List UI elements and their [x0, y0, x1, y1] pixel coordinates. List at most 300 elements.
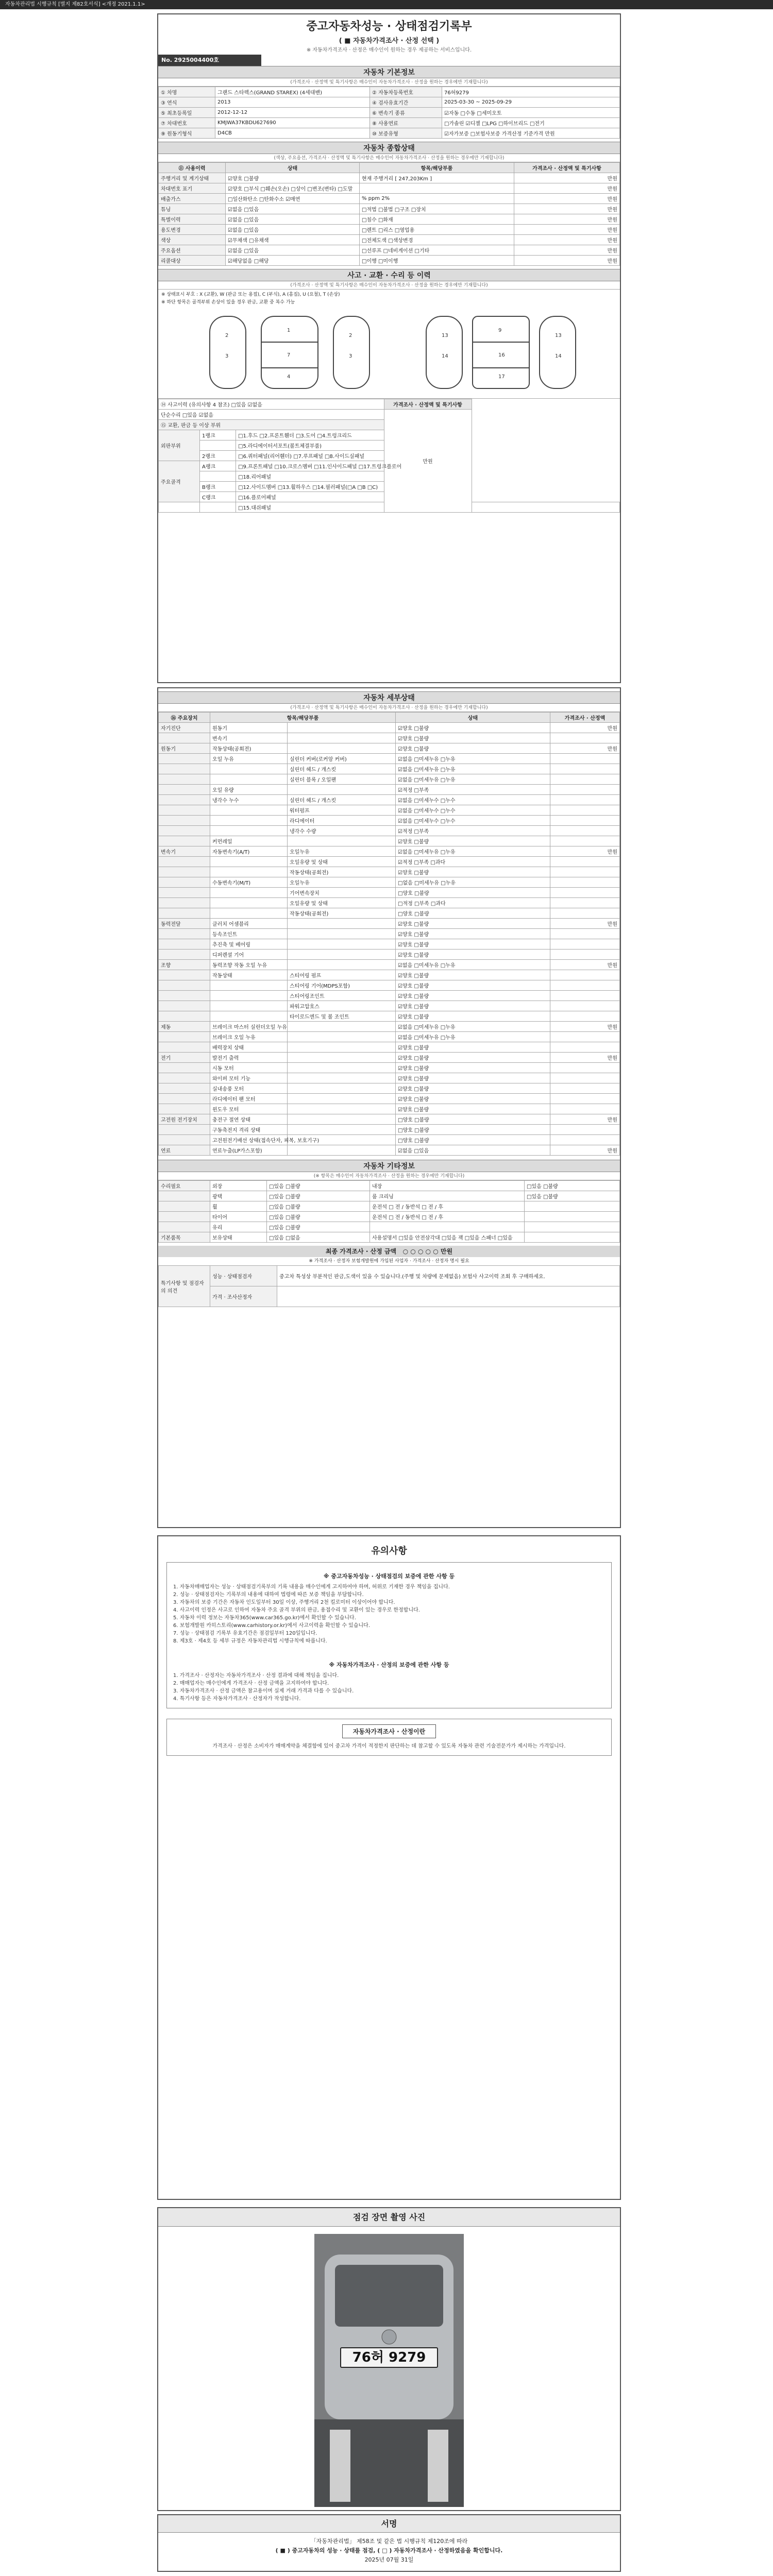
detail-status: □양호 □불량: [396, 888, 550, 898]
detail-item: 시동 모터: [210, 1063, 288, 1073]
detail-item: [210, 898, 288, 908]
detail-status: ☑양호 □불량: [396, 1001, 550, 1011]
etc-item-2: 사용설명서 □있음 안전삼각대 □있음 잭 □있음 스패너 □있음: [370, 1232, 525, 1243]
etc-item-2: 내장: [370, 1181, 525, 1191]
detail-status: ☑없음 □미세누유 □누유: [396, 846, 550, 857]
document-number: No. 2925004400호: [158, 55, 261, 66]
frame-label: 주요골격: [159, 461, 200, 502]
detail-row: [159, 723, 620, 733]
detail-item: [210, 991, 288, 1001]
detail-price: [550, 805, 620, 816]
basic-info-table: [158, 87, 620, 139]
detail-item: 클러치 어셈블리: [210, 919, 288, 929]
detail-part: 작동상태(공회전): [288, 867, 396, 877]
detail-price: [550, 939, 620, 950]
detail-device: [159, 816, 210, 826]
sheet-notice: [157, 1535, 621, 2200]
basic-value: 2012-12-12: [215, 108, 370, 118]
summary-label: 차대번호 표기: [159, 183, 226, 194]
notice-line: 4. 사고이력 인정은 사고로 인하여 자동차 주요 골격 부위의 판금, 용접수리 및 교환이 있는 경우로 한정합니다.: [173, 1607, 420, 1613]
detail-price: [550, 836, 620, 846]
detail-item: 등속조인트: [210, 929, 288, 939]
detail-device: 변속기: [159, 846, 210, 857]
etc-row: [159, 1222, 620, 1232]
basic-value: □가솔린 ☑디젤 □LPG □하이브리드 □전기: [442, 118, 620, 128]
detail-part: 워터펌프: [288, 805, 396, 816]
detail-device: [159, 929, 210, 939]
detail-device: [159, 826, 210, 836]
rankB-items: □12.사이드멤버 □13.휠하우스 □14.필러패널(□A □B □C): [236, 482, 384, 492]
detail-part: 실린더 커버(로커암 커버): [288, 754, 396, 764]
detail-device: [159, 785, 210, 795]
rankA-items-2: □18.리어패널: [236, 471, 384, 482]
detail-row: [159, 980, 620, 991]
detail-row: [159, 826, 620, 836]
detail-device: [159, 1063, 210, 1073]
final-price-value: ○ ○ ○ ○ ○ 만원: [402, 1248, 453, 1255]
final-price-note: ※ 가격조사 · 산정자 보험개발원에 가입된 사업자 · 가격조사 · 산정자 명시 필요: [309, 1259, 469, 1264]
detail-status: ☑양호 □불량: [396, 733, 550, 743]
detail-price: [550, 877, 620, 888]
summary-label: 색상: [159, 235, 226, 245]
detail-item: 디퍼렌셜 기어: [210, 950, 288, 960]
summary-col-usage: ⑪ 사용이력: [159, 163, 226, 173]
detail-note: (가격조사 · 산정액 및 특기사항은 매수인이 자동차가격조사 · 산정을 원하는 경우에만 기재합니다): [158, 704, 620, 712]
detail-device: [159, 764, 210, 774]
svg-text:7: 7: [287, 352, 291, 358]
basic-label: ③ 연식: [159, 97, 215, 108]
detail-status: ☑없음 □미세누유 □누유: [396, 1022, 550, 1032]
etc-item-2: 운전석 □ 전 / 동반석 □ 전 / 후: [370, 1212, 525, 1222]
summary-item: [360, 183, 514, 194]
svg-text:9: 9: [498, 328, 502, 333]
etc-status: □있음 □없음: [267, 1232, 370, 1243]
rank1-label: 1랭크: [200, 430, 236, 440]
detail-price: [550, 1104, 620, 1114]
notice-line: 2. 성능 · 상태점검자는 기록부의 내용에 대하여 법령에 따른 보증 책임을 부담합니다.: [173, 1592, 364, 1598]
etc-item: 보유상태: [210, 1232, 267, 1243]
svg-text:14: 14: [555, 353, 562, 359]
detail-part: 스티어링 기어(MDPS포함): [288, 980, 396, 991]
detail-device: [159, 1125, 210, 1135]
basic-row: [159, 97, 620, 108]
detail-status: □양호 □불량: [396, 1125, 550, 1135]
etc-item-2: [370, 1222, 525, 1232]
detail-part: [288, 1125, 396, 1135]
notice-line: 1. 가격조사 · 산정자는 자동차가격조사 · 산정 결과에 대해 책임을 집니다.: [173, 1673, 339, 1679]
detail-device: 원동기: [159, 743, 210, 754]
summary-label: 배출가스: [159, 194, 226, 204]
summary-item: □선루프 □네비게이션 □기타: [360, 245, 514, 256]
detail-row: [159, 1125, 620, 1135]
detail-part: 오일유량 및 상태: [288, 898, 396, 908]
basic-value: ☑자가보증 □보험사보증 가격산정 기준가격 만원: [442, 128, 620, 139]
basic-label: ⑨ 원동기형식: [159, 128, 215, 139]
detail-item: 충전구 절연 상태: [210, 1114, 288, 1125]
detail-device: [159, 898, 210, 908]
etc-item: 외장: [210, 1181, 267, 1191]
detail-row: [159, 857, 620, 867]
etc-item: 타이어: [210, 1212, 267, 1222]
etc-status-2: [525, 1222, 620, 1232]
detail-part: [288, 1042, 396, 1053]
notice-section-2: ※ 자동차가격조사 · 산정의 보증에 관한 사항 등: [329, 1662, 449, 1668]
detail-device: [159, 950, 210, 960]
summary-price: 만원: [514, 245, 620, 256]
etc-table: [158, 1180, 620, 1243]
detail-row: [159, 733, 620, 743]
detail-part: 오일누유: [288, 846, 396, 857]
detail-status: ☑없음 □미세누유 □누유: [396, 960, 550, 970]
etc-status-2: □있음 □불량: [525, 1191, 620, 1201]
detail-item: 배력장치 상태: [210, 1042, 288, 1053]
detail-price: 만원: [550, 1145, 620, 1156]
detail-price: [550, 929, 620, 939]
rankC-label: C랭크: [200, 492, 236, 502]
summary-label: 주행거리 및 계기상태: [159, 173, 226, 183]
notice-box-1: [166, 1562, 612, 1708]
detail-part: [288, 1104, 396, 1114]
detail-device: [159, 908, 210, 919]
detail-part: [288, 1073, 396, 1083]
detail-row: [159, 805, 620, 816]
detail-part: [288, 929, 396, 939]
detail-item: 실내송풍 모터: [210, 1083, 288, 1094]
etc-status-2: □있음 □불량: [525, 1181, 620, 1191]
inspector-opinion: 중고차 특성상 부분적인 판금,도색이 있을 수 있습니다.(주행 및 차량에 문제없음) 보험사 사고이력 조회 후 구매하세요.: [277, 1266, 620, 1286]
detail-price: [550, 1073, 620, 1083]
detail-part: 스티어링 펌프: [288, 970, 396, 980]
etc-status-2: [525, 1232, 620, 1243]
basic-value: 2025-03-30 ~ 2025-09-29: [442, 97, 620, 108]
detail-row: [159, 846, 620, 857]
detail-row: [159, 939, 620, 950]
document-note: ※ 자동차가격조사 · 산정은 매수인이 원하는 경우 제공하는 서비스입니다.: [306, 47, 472, 53]
detail-item: 작동상태: [210, 970, 288, 980]
detail-status: ☑양호 □불량: [396, 950, 550, 960]
detail-device: [159, 991, 210, 1001]
summary-item: 현재 주행거리 [ 247,203Km ]: [360, 173, 514, 183]
detail-item: 자동변속기(A/T): [210, 846, 288, 857]
svg-text:3: 3: [225, 353, 229, 359]
detail-device: [159, 1083, 210, 1094]
notice-line: 3. 자동차의 보증 기간은 자동차 인도일부터 30일 이상, 주행거리 2천 킬로미터 이상이어야 합니다.: [173, 1600, 395, 1605]
etc-category: 기본품목: [159, 1232, 210, 1243]
detail-status: ☑양호 □불량: [396, 929, 550, 939]
detail-item: 오일 누유: [210, 754, 288, 764]
rankB-items-2: □15.대쉬패널: [236, 502, 384, 513]
detail-row: [159, 1022, 620, 1032]
detail-device: [159, 1032, 210, 1042]
summary-label: 튜닝: [159, 204, 226, 214]
detail-item: 라디에이터 팬 모터: [210, 1094, 288, 1104]
detail-price: 만원: [550, 1114, 620, 1125]
signature-date: 2025년 07월 31일: [364, 2556, 414, 2563]
summary-price: 만원: [514, 204, 620, 214]
detail-row: [159, 785, 620, 795]
basic-label: ① 차명: [159, 87, 215, 97]
detail-item: 발전기 출력: [210, 1053, 288, 1063]
detail-part: 오일유량 및 상태: [288, 857, 396, 867]
detail-part: [288, 1032, 396, 1042]
detail-part: 실린더 헤드 / 개스킷: [288, 764, 396, 774]
detail-part: [288, 836, 396, 846]
etc-category: [159, 1201, 210, 1212]
detail-device: 전기: [159, 1053, 210, 1063]
svg-text:4: 4: [287, 374, 291, 380]
detail-device: [159, 1011, 210, 1022]
summary-status: ☑없음 □있음: [226, 225, 360, 235]
rankA-label: A랭크: [200, 461, 236, 471]
detail-status: ☑없음 □미세누유 □누유: [396, 1032, 550, 1042]
detail-price: [550, 1011, 620, 1022]
detail-status: ☑양호 □불량: [396, 1083, 550, 1094]
detail-part: 실린더 헤드 / 개스킷: [288, 795, 396, 805]
detail-device: [159, 774, 210, 785]
detail-device: [159, 1135, 210, 1145]
summary-row: [159, 194, 620, 204]
summary-status: ☑무채색 □유채색: [226, 235, 360, 245]
etc-row: [159, 1201, 620, 1212]
detail-status: ☑양호 □불량: [396, 1104, 550, 1114]
detail-price: 만원: [550, 919, 620, 929]
detail-price: [550, 1042, 620, 1053]
sheet-basic-summary: [157, 13, 621, 683]
detail-item: [210, 888, 288, 898]
detail-price: [550, 774, 620, 785]
price-definition-text: 가격조사 · 산정은 소비자가 매매계약을 체결함에 있어 중고차 가격이 적정한지 판단하는 데 참고할 수 있도록 자동차 관련 기술전문가가 제시하는 가격입니다.: [212, 1743, 566, 1749]
svg-text:2: 2: [349, 333, 352, 338]
detail-status: ☑없음 □미세누수 □누수: [396, 805, 550, 816]
detail-part: 기어변속장치: [288, 888, 396, 898]
outer-panel-label: 외판부위: [159, 430, 200, 461]
summary-price: 만원: [514, 256, 620, 266]
detail-col-device: ⑯ 주요장치: [159, 713, 210, 723]
summary-item: □렌트 □리스 □영업용: [360, 225, 514, 235]
summary-status: ☑양호 □불량: [226, 173, 360, 183]
detail-item: 브레이크 마스터 실린더오일 누유: [210, 1022, 288, 1032]
detail-price: [550, 754, 620, 764]
svg-text:13: 13: [555, 333, 562, 338]
detail-status: ☑양호 □불량: [396, 743, 550, 754]
svg-text:17: 17: [498, 374, 505, 380]
detail-row: [159, 836, 620, 846]
detail-row: [159, 1114, 620, 1125]
detail-part: 냉각수 수량: [288, 826, 396, 836]
detail-price: [550, 733, 620, 743]
detail-price: 만원: [550, 1022, 620, 1032]
basic-value: 그랜드 스타렉스(GRAND STAREX) (4세대밴): [215, 87, 370, 97]
sheet-photos: [157, 2207, 621, 2511]
summary-col-status: 상태: [226, 163, 360, 173]
summary-row: [159, 204, 620, 214]
detail-device: [159, 877, 210, 888]
detail-device: [159, 970, 210, 980]
accident-legend-2: ※ 하단 항목은 골격부위 손상이 있을 경우 판금, 교환 중 복수 가능: [161, 300, 295, 305]
summary-status: ☑없음 □있음: [226, 204, 360, 214]
rankB-label: B랭크: [200, 482, 236, 492]
detail-row: [159, 743, 620, 754]
detail-part: [288, 743, 396, 754]
basic-label: ⑦ 차대번호: [159, 118, 215, 128]
detail-price: [550, 857, 620, 867]
detail-row: [159, 1104, 620, 1114]
detail-row: [159, 1011, 620, 1022]
detail-device: [159, 1094, 210, 1104]
detail-device: [159, 1104, 210, 1114]
detail-part: [288, 960, 396, 970]
license-plate: 76허 9279: [340, 2347, 438, 2368]
basic-row: [159, 128, 620, 139]
etc-status: □있음 □불량: [267, 1191, 370, 1201]
detail-price: [550, 991, 620, 1001]
detail-price: [550, 888, 620, 898]
basic-info-note: (가격조사 · 산정액 및 특기사항은 매수인이 자동차가격조사 · 산정을 원하는 경우에만 기재합니다): [158, 78, 620, 87]
summary-status: ☑없음 □있음: [226, 214, 360, 225]
etc-status-2: [525, 1201, 620, 1212]
detail-status: ☑양호 □불량: [396, 867, 550, 877]
accident-history-row: ⑭ 사고이력 (유의사항 4 참조) □있음 ☑없음: [159, 399, 384, 410]
etc-item: 유리: [210, 1222, 267, 1232]
basic-label: ⑧ 사용연료: [370, 118, 442, 128]
detail-row: [159, 950, 620, 960]
summary-row: [159, 183, 620, 194]
detail-item: 변속기: [210, 733, 288, 743]
detail-price: [550, 826, 620, 836]
etc-row: [159, 1191, 620, 1201]
photo-section-title: 점검 장면 촬영 사진: [158, 2208, 620, 2227]
detail-row: [159, 888, 620, 898]
detail-price: 만원: [550, 960, 620, 970]
detail-item: 커먼레일: [210, 836, 288, 846]
detail-device: [159, 980, 210, 991]
notice-line: 5. 자동차 이력 정보는 자동차365(www.car365.go.kr)에서 확인할 수 있습니다.: [173, 1615, 356, 1621]
detail-row: [159, 1094, 620, 1104]
detail-row: [159, 919, 620, 929]
detail-item: [210, 1001, 288, 1011]
detail-part: [288, 733, 396, 743]
basic-label: ④ 검사유효기간: [370, 97, 442, 108]
document-title: 중고자동차성능 · 상태점검기록부: [306, 20, 472, 33]
detail-part: [288, 1022, 396, 1032]
detail-part: [288, 1053, 396, 1063]
detail-item: [210, 764, 288, 774]
basic-value: 76허9279: [442, 87, 620, 97]
summary-row: [159, 256, 620, 266]
parts-heading: ⑮ 교환, 판금 등 이상 부위: [159, 420, 384, 430]
basic-value: KMJWA37KBDU627690: [215, 118, 370, 128]
detail-item: 고전원전기배선 상태(접속단자, 피복, 보호기구): [210, 1135, 288, 1145]
rankC-items: □16.플로어패널: [236, 492, 384, 502]
detail-row: [159, 764, 620, 774]
accident-legend: ※ 상태표시 부호 : X (교환), W (판금 또는 용접), C (부식), A (흠집), U (요철), T (손상): [161, 292, 340, 297]
summary-price: 만원: [514, 214, 620, 225]
notice-line: 6. 보험개발원 카히스토리(www.carhistory.or.kr)에서 사고이력을 확인할 수 있습니다.: [173, 1623, 370, 1629]
simple-repair-row: 단순수리 □있음 ☑없음: [159, 410, 384, 420]
detail-item: 동력조향 작동 오일 누유: [210, 960, 288, 970]
detail-row: [159, 898, 620, 908]
detail-status: ☑양호 □불량: [396, 723, 550, 733]
accident-table: [158, 399, 620, 513]
detail-device: [159, 733, 210, 743]
vehicle-rear-illustration: [314, 2234, 464, 2507]
detail-item: [210, 816, 288, 826]
summary-row: [159, 214, 620, 225]
detail-row: [159, 1032, 620, 1042]
detail-status: ☑양호 □불량: [396, 1063, 550, 1073]
summary-note: (색상, 주요옵션, 가격조사 · 산정액 및 특기사항은 매수인이 자동차가격조사 · 산정을 원하는 경우에만 기재합니다): [158, 154, 620, 162]
basic-label: ② 자동차등록번호: [370, 87, 442, 97]
price-definition-box: [166, 1719, 612, 1756]
detail-row: [159, 877, 620, 888]
detail-status: ☑없음 □미세누유 □누유: [396, 754, 550, 764]
detail-device: [159, 805, 210, 816]
sheet-detail: [157, 687, 621, 1528]
detail-item: 와이퍼 모터 기능: [210, 1073, 288, 1083]
summary-status: ☑양호 □부식 □훼손(오손) □상이 □변조(변타) □도말: [226, 183, 360, 194]
etc-status: □있음 □불량: [267, 1222, 370, 1232]
basic-value: ☑자동 □수동 □세미오토: [442, 108, 620, 118]
detail-price: [550, 980, 620, 991]
detail-item: [210, 867, 288, 877]
detail-price: [550, 1135, 620, 1145]
detail-part: 스티어링조인트: [288, 991, 396, 1001]
detail-part: 파워고압호스: [288, 1001, 396, 1011]
detail-item: [210, 774, 288, 785]
summary-price: 만원: [514, 235, 620, 245]
basic-label: ⑩ 보증유형: [370, 128, 442, 139]
basic-row: [159, 118, 620, 128]
detail-status: ☑양호 □불량: [396, 939, 550, 950]
etc-item-2: 룸 크리닝: [370, 1191, 525, 1201]
detail-price: 만원: [550, 723, 620, 733]
detail-status: ☑적정 □부족: [396, 785, 550, 795]
etc-status: □있음 □불량: [267, 1212, 370, 1222]
appraiser-label: 가격 · 조사산정자: [210, 1286, 277, 1307]
detail-item: 윈도우 모터: [210, 1104, 288, 1114]
detail-price: [550, 898, 620, 908]
detail-price: [550, 867, 620, 877]
detail-item: 연료누출(LP가스포함): [210, 1145, 288, 1156]
detail-row: [159, 929, 620, 939]
detail-row: [159, 754, 620, 764]
detail-device: 고전원 전기장치: [159, 1114, 210, 1125]
detail-part: 실린더 블록 / 오일팬: [288, 774, 396, 785]
detail-item: [210, 980, 288, 991]
summary-col-item: 항목/해당부품: [360, 163, 514, 173]
detail-item: 추진축 및 베어링: [210, 939, 288, 950]
summary-row: [159, 225, 620, 235]
summary-label: 용도변경: [159, 225, 226, 235]
detail-price: [550, 1083, 620, 1094]
detail-status: ☑양호 □불량: [396, 1042, 550, 1053]
summary-item: □침수 □화재: [360, 214, 514, 225]
notice-line: 7. 성능 · 상태점검 기록부 유효기간은 점검일부터 120일입니다.: [173, 1631, 317, 1636]
detail-row: [159, 1053, 620, 1063]
etc-heading: 자동차 기타정보: [158, 1160, 620, 1172]
detail-device: [159, 867, 210, 877]
accident-note: (가격조사 · 산정액 및 특기사항은 매수인이 자동차가격조사 · 산정을 원하는 경우에만 기재합니다): [158, 281, 620, 290]
detail-device: 제동: [159, 1022, 210, 1032]
etc-row: [159, 1181, 620, 1191]
detail-row: [159, 908, 620, 919]
detail-price: [550, 1063, 620, 1073]
detail-row: [159, 1073, 620, 1083]
basic-row: [159, 108, 620, 118]
car-damage-diagram: [158, 306, 620, 399]
detail-part: [288, 1114, 396, 1125]
rankA-items: □9.프론트패널 □10.크로스멤버 □11.인사이드패널 □17.트렁크플로어: [236, 461, 384, 471]
